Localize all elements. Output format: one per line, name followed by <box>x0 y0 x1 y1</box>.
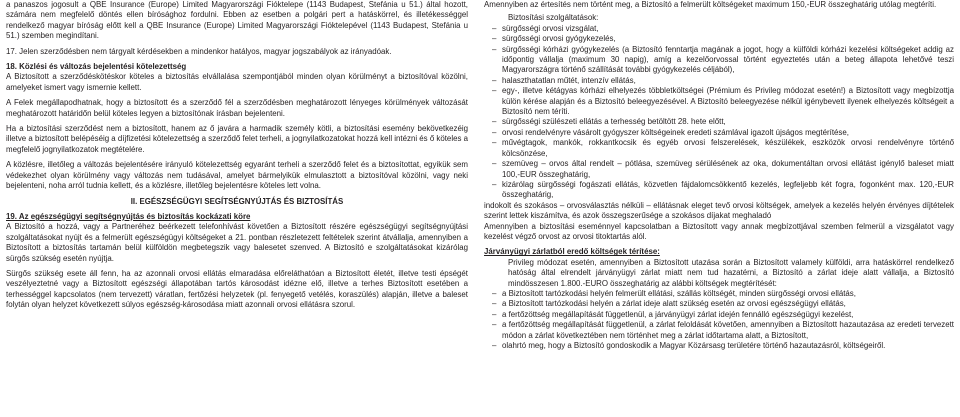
notification-paragraph: Amennyiben az értesítés nem történt meg, a Biztosító a felmerült költségeket maximum 150,-EUR összeghatárig utólag megtéríti. <box>484 0 937 9</box>
epidemic-paragraph: Privileg módozat esetén, amennyiben a Biztosított utazása során a Biztosított valamely külföldi, arra hatáskörrel rendelkező hatóság által elrendelt járványügyi zárlat miatt nem tud hazatérni, a Biztosító a zárlat ideje alatt vállalja, a Biztosító mindösszesen 1.800.-EURO összeghatárig az alábbi költségek megtérítését: <box>508 257 954 288</box>
right-column <box>484 0 954 351</box>
list-item: – sürgősségi orvosi vizsgálat, <box>502 24 954 34</box>
epidemic-list <box>484 289 954 351</box>
clause-18-paragraph-4: A közlésre, illetőleg a változás bejelentésére irányuló kötelezettség egyaránt terheli a szerződő felet és a biztosítottat, egyikük sem védekezhet olyan körülmény vagy változás nem tudásával, amelyet bármelyikük elmulasztott a biztosítóval közölni, vagy neki bejelenteni, noha arról tudnia kellett, és a közlésre, illetőleg bejelentésre köteles lett volna. <box>6 160 468 191</box>
list-item: – művégtagok, mankók, rokkantkocsik és egyéb orvosi felszerelések, készülékek, eszközök orvosi rendelvényre történő kölcsönzése, <box>502 138 954 159</box>
list-item: – a Biztosított tartózkodási helyén a zárlat ideje alatt szükség esetén az orvosi egészségügyi ellátás, <box>502 299 954 309</box>
clause-17: 17. Jelen szerződésben nem tárgyalt kérdésekben a mindenkor hatályos, magyar jogszabályok az irányadóak. <box>6 46 392 56</box>
clause-18-paragraph-3: Ha a biztosítási szerződést nem a biztosított, hanem az ő javára a harmadik személy kötli, a biztosítási esemény bekövetkezéig illetve a biztosított belépéséig a díjfizetési kötelezettség a szerződő felet terheli, a jognyilatkozatokat hozzá kell intézni és ő köteles a megfelelő jognyilatkozatok megtételére. <box>6 124 468 154</box>
list-item: – halaszthatatlan műtét, intenzív ellátás, <box>502 76 954 86</box>
costs-paragraph: indokolt és szokásos – orvosválasztás nélküli – ellátásnak eleget tevő orvosi költségek, amelyek a kezelés helyén érvényes díjtételek szerint lettek kiszámítva, és azok összegszerűsége a szokásos díjakat meghaladó <box>484 200 954 221</box>
list-item: – sürgősségi orvosi gyógykezelés, <box>502 34 954 44</box>
list-item: – a Biztosított tartózkodási helyén felmerült ellátási, szállás költségét, minden sürgősségi orvosi ellátás, <box>502 289 954 299</box>
clause-19-paragraph-1: A Biztosító a hozzá, vagy a Partneréhez beérkezett telefonhívást követően a Biztosított részére egészségügyi segítségnyújtási szolgáltatásokat nyújt és a felmerült egészségügyi költségeket a 21. pontban részletezett feltételek szerint átvállalja, amennyiben a Biztosított a biztosítás tartamán belül külföldön megbetegszik vagy balesetet szenved. A Biztosító e szolgáltatásokat kizárólag sürgős szükség esetén nyújtja. <box>6 222 468 263</box>
list-item: – szemüveg – orvos által rendelt – pótlása, szemüveg sérülésének az oka, dokumentáltan orvosi ellátást igénylő baleset miatt 100,-EUR összeghatárig, <box>502 159 954 180</box>
list-item: – a fertőzöttség megállapítását függetlenül, a zárlat feloldását követően, amennyiben a Biztosított hazautazása az eredeti tervezett módon a zárlat következtében nem történhet meg a zárlat időtartama alatt, a Biztosított, <box>502 320 954 341</box>
list-item: – egy-, illetve kétágyas kórházi elhelyezés többletköltségei (Prémium és Privileg módozat esetén!) a Biztosított vagy megbízottja külön kérése alapján és a Biztosító beleegyezésével. A Biztosító beleegyezése nélkül igénybevett ilyenek elhelyezés költségeit a Biztosító nem téríti. <box>502 86 954 117</box>
clause-18-heading: 18. Közlési és változás bejelentési kötelezettség <box>6 62 187 72</box>
list-item: – sürgősségi szülészeti ellátás a terhesség betöltött 28. hete előtt, <box>502 117 954 127</box>
clause-19-heading: 19. Az egészségügyi segítségnyújtás és biztosítás kockázati köre <box>6 211 251 221</box>
list-item: – kizárólag sürgősségi fogászati ellátás, közvetlen fájdalomcsökkentő kezelés, legfeljebb két fogra, fogonként max. 120,-EUR összeghatárig, <box>502 180 954 201</box>
clause-18-paragraph-2: A Felek megállapodhatnak, hogy a biztosított és a szerződő fél a szerződésben meghatározott lényeges körülmények változását meghatározott határidőn belül köteles legyen a biztosítónak írásban bejelenteni. <box>6 98 468 118</box>
section-title: II. EGÉSZSÉGÜGYI SEGÍTSÉGNYÚJTÁS ÉS BIZTOSÍTÁS <box>130 196 344 206</box>
services-intro: Biztosítási szolgáltatások: <box>508 13 599 23</box>
intro-paragraph: a panaszos jogosult a QBE Insurance (Europe) Limited Magyarországi Fióktelepe (1143 Budapest, Stefánia u 51.) által hozott, számára nem megfelelő döntés ellen bírósághoz fordulni. Ebben az esetben a polgári pert a hatáskörrel, és illetékességgel rendelkező magyar bíróság előtt kell a QBE Insurance (Europe) Limited Magyarországi Fióktelepével (1143 Budapest, Stefánia u 51.) szemben megindítani. <box>6 0 468 41</box>
left-column <box>6 0 468 311</box>
list-item: – olahrtó meg, hogy a Biztosító gondoskodik a Magyar Közársasg területére történő hazautazásról, költségeiről. <box>502 341 954 351</box>
clause-19-paragraph-2: Sürgős szükség esete áll fenn, ha az azonnali orvosi ellátás elmaradása előreláthatóan a Biztosított életét, illetve testi épségét veszélyeztetné vagy a Biztosított egészségi állapotában tartós károsodást idézne elő, illetve a terhes Biztosított esetében a terhességgel kapcsolatos (nem tervezett) váratlan, fertőzési helyzetek (pl. fenyegető vetélés, koraszülés) alapján, illetve a baleset folytán olyan helyzet következett súlyos egészség-károsodása miatt azonnali orvosi ellátásra szorul. <box>6 268 468 310</box>
list-item: – sürgősségi kórházi gyógykezelés (a Biztosító fenntartja magának a jogot, hogy a külföldi kórházi kezelési költségeket addig az időpontig vállalja (maximum 30 napig), amíg a kezelőorvossal történt egyeztetés után a beteg állapota lehetővé teszi Magyarországra történő szállítását további gyógykezelés céljából), <box>502 45 954 76</box>
services-list <box>484 24 954 201</box>
list-item: – orvosi rendelvényre vásárolt gyógyszer költségeinek eredeti számlával igazolt újságos megtérítése, <box>502 128 954 138</box>
list-item: – a fertőzöttség megállapítását függetlenül, a járványügyi zárlat idején fennálló egészségügyi kezelést, <box>502 310 954 320</box>
confidentiality-paragraph: Amennyiben a biztosítási eseménnyel kapcsolatban a Biztosított vagy annak megbízottjával szemben felmerül a vizsgálatot vagy kezelést végző orvost az orvosi titoktartás alól. <box>484 221 954 241</box>
epidemic-heading: Járványügyi zárlatból eredő költségek térítése: <box>484 247 660 257</box>
clause-18-paragraph-1: A Biztosított a szerződéskötéskor köteles a biztosítás elvállalása szempontjából minden olyan körülményt a biztosítóval közölni, amelyeket ismert vagy ismernie kellett. <box>6 72 468 92</box>
